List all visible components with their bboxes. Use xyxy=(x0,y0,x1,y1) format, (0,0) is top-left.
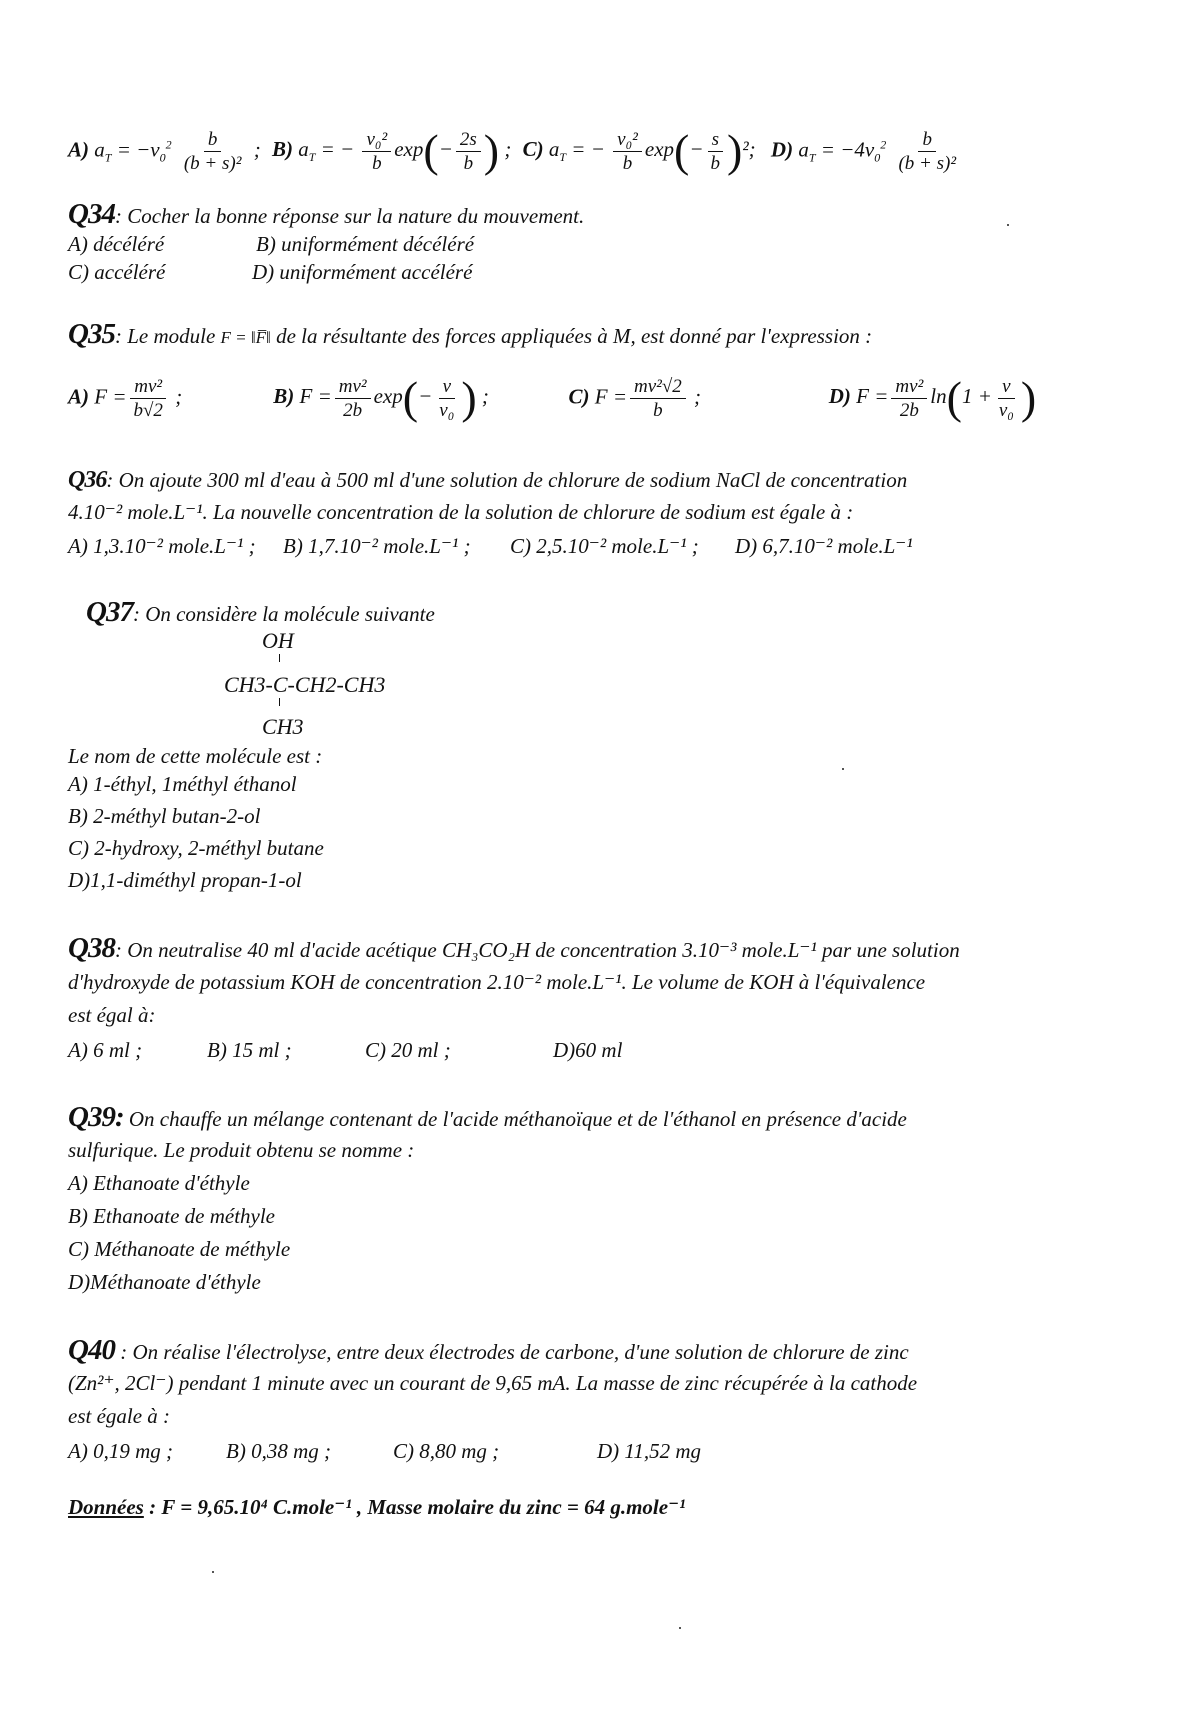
numerator: 2s xyxy=(456,130,481,152)
pre-sub: 0 xyxy=(874,150,881,164)
option-label: D) xyxy=(828,383,851,408)
fraction xyxy=(707,130,725,173)
paren: ) xyxy=(727,125,743,176)
data-given xyxy=(68,1497,685,1518)
question-number: Q39: xyxy=(68,1101,124,1133)
paren: ( xyxy=(674,125,690,176)
separator: ; xyxy=(504,136,512,161)
question-number: Q35 xyxy=(68,318,115,350)
q35-option-b[interactable] xyxy=(273,372,563,423)
question-text: : On ajoute 300 ml d'eau à 500 ml d'une solution de chlorure de sodium NaCl de concentration xyxy=(106,468,908,492)
lhs: F = xyxy=(94,383,127,408)
function: exp xyxy=(644,136,675,161)
fraction xyxy=(894,130,960,173)
molecule-ch3: CH3 xyxy=(262,714,304,739)
scan-speck xyxy=(842,768,844,770)
question-number: Q38 xyxy=(68,932,115,964)
numerator: mv² xyxy=(891,377,927,399)
denominator: (b + s)² xyxy=(898,152,957,174)
numerator: s xyxy=(708,130,723,152)
option-label: C) xyxy=(522,136,544,161)
scan-speck xyxy=(212,1571,214,1573)
paren: ( xyxy=(402,372,419,423)
question-37 xyxy=(86,598,435,627)
option-label: B) xyxy=(271,136,293,161)
q38-option-a[interactable]: A) 6 ml ; xyxy=(68,1038,143,1062)
separator: : xyxy=(143,1495,162,1519)
formula-d xyxy=(771,130,963,173)
numerator: v xyxy=(998,377,1014,399)
q40-option-b[interactable]: B) 0,38 mg ; xyxy=(226,1439,331,1463)
option-label: D) xyxy=(770,136,794,161)
arg-sign: − xyxy=(689,136,704,161)
numerator: v₀² xyxy=(362,130,391,152)
bond-line xyxy=(279,654,280,662)
formula-b xyxy=(271,125,512,176)
option-label: C) xyxy=(568,383,590,408)
fraction xyxy=(180,130,246,173)
q37-option-b[interactable]: B) 2-méthyl butan-2-ol xyxy=(68,804,261,828)
question-number: Q36 xyxy=(68,467,107,493)
lhs: F = xyxy=(299,383,332,408)
denominator: b xyxy=(372,152,382,174)
question-text: est égale à : xyxy=(68,1404,171,1428)
numerator: mv²√2 xyxy=(630,377,686,399)
arg-sign: − xyxy=(418,383,433,408)
question-number: Q34 xyxy=(68,198,115,230)
q37-option-d[interactable]: D)1,1-diméthyl propan-1-ol xyxy=(68,868,302,892)
lhs: F = xyxy=(594,383,627,408)
q39-option-d[interactable]: D)Méthanoate d'éthyle xyxy=(68,1270,261,1294)
lhs: a xyxy=(548,136,560,161)
pre: = − xyxy=(320,136,355,161)
paren: ) xyxy=(1020,372,1037,423)
question-text: : Le module xyxy=(114,324,221,348)
arg-sign: 1 + xyxy=(961,383,992,408)
denominator: b xyxy=(463,152,474,174)
question-39 xyxy=(68,1103,907,1132)
option-label: B) xyxy=(273,383,295,408)
separator: ; xyxy=(253,136,261,161)
option-label: A) xyxy=(68,136,89,161)
q34-option-a[interactable]: A) décéléré xyxy=(68,232,165,256)
denominator: b xyxy=(710,152,721,174)
fraction xyxy=(891,377,927,420)
question-text: de la résultante des forces appliquées à M, est donné par l'expression : xyxy=(270,324,873,348)
q34-option-b[interactable]: B) uniformément décéléré xyxy=(256,232,475,256)
denominator: v₀ xyxy=(998,399,1014,421)
fraction xyxy=(335,377,371,420)
q38-option-c[interactable]: C) 20 ml ; xyxy=(365,1038,451,1062)
function: exp xyxy=(373,383,403,408)
q40-option-a[interactable]: A) 0,19 mg ; xyxy=(68,1439,173,1463)
question-36 xyxy=(68,468,907,492)
q36-option-b[interactable]: B) 1,7.10⁻² mole.L⁻¹ ; xyxy=(283,534,471,558)
function: ln xyxy=(930,383,947,408)
pre-sub: 0 xyxy=(159,150,166,164)
q35-option-c[interactable] xyxy=(569,377,824,420)
lhs: a xyxy=(94,136,105,161)
denominator: 2b xyxy=(343,399,363,421)
question-38 xyxy=(68,934,960,963)
q38-option-d[interactable]: D)60 ml xyxy=(553,1038,623,1062)
q35-options xyxy=(68,372,1037,423)
paren: ) xyxy=(483,125,500,176)
question-text: : On réalise l'électrolyse, entre deux électrodes de carbone, d'une solution de chlorure de zinc xyxy=(120,1340,909,1364)
q37-option-c[interactable]: C) 2-hydroxy, 2-méthyl butane xyxy=(68,836,324,860)
q36-option-c[interactable]: C) 2,5.10⁻² mole.L⁻¹ ; xyxy=(510,534,699,558)
formula-a xyxy=(68,130,261,173)
question-text: : On neutralise 40 ml d'acide acétique CH₃CO₂H de concentration 3.10⁻³ mole.L⁻¹ par une solution xyxy=(114,938,960,962)
fraction xyxy=(995,377,1018,420)
question-text: On chauffe un mélange contenant de l'acide méthanoïque et de l'éthanol en présence d'acide xyxy=(128,1107,907,1131)
pre: = −4v xyxy=(820,136,875,161)
formula-c xyxy=(522,125,756,176)
q38-option-b[interactable]: B) 15 ml ; xyxy=(207,1038,292,1062)
paren: ( xyxy=(946,372,962,423)
question-text: : On considère la molécule suivante xyxy=(132,602,435,626)
numerator: mv² xyxy=(130,377,166,399)
fraction xyxy=(630,377,686,420)
bond-line xyxy=(279,698,280,706)
q39-option-b[interactable]: B) Ethanoate de méthyle xyxy=(68,1204,276,1228)
lhs-sub: T xyxy=(559,150,567,164)
q37-option-a[interactable]: A) 1-éthyl, 1méthyl éthanol xyxy=(68,772,297,796)
arg-sign: − xyxy=(438,136,453,161)
lhs: a xyxy=(298,136,309,161)
numerator: b xyxy=(204,130,222,152)
numerator: mv² xyxy=(335,377,371,399)
separator: ; xyxy=(175,383,183,408)
pre: = − xyxy=(571,136,605,161)
force-norm-expression: F = ‖F̅‖ xyxy=(220,328,271,347)
denominator: 2b xyxy=(899,399,919,421)
data-values: F = 9,65.10⁴ C.mole⁻¹ , Masse molaire du zinc = 64 g.mole⁻¹ xyxy=(161,1495,686,1519)
data-label: Données xyxy=(68,1495,144,1519)
question-40 xyxy=(68,1336,909,1365)
lhs-sub: T xyxy=(808,150,816,164)
denominator: (b + s)² xyxy=(183,152,242,174)
question-34 xyxy=(68,200,584,229)
fraction xyxy=(613,130,642,173)
denominator: v₀ xyxy=(439,399,455,421)
denominator: b xyxy=(622,152,633,174)
q35-option-a[interactable] xyxy=(68,377,268,420)
molecule-structure xyxy=(220,628,420,738)
question-number: Q37 xyxy=(86,596,133,628)
molecule-main-chain: CH3-C-CH2-CH3 xyxy=(224,672,386,697)
question-text: : Cocher la bonne réponse sur la nature du mouvement. xyxy=(114,204,585,228)
q34-option-c[interactable]: C) accéléré xyxy=(68,260,166,284)
pre: = −v xyxy=(116,136,160,161)
function: exp xyxy=(394,136,424,161)
q39-option-a[interactable]: A) Ethanoate d'éthyle xyxy=(68,1171,250,1195)
q36-option-a[interactable]: A) 1,3.10⁻² mole.L⁻¹ ; xyxy=(68,534,256,558)
denominator: b xyxy=(653,399,663,421)
q39-option-c[interactable]: C) Méthanoate de méthyle xyxy=(68,1237,291,1261)
lhs: F = xyxy=(856,383,889,408)
fraction xyxy=(435,377,458,420)
fraction xyxy=(456,130,481,173)
q35-option-d[interactable] xyxy=(828,372,1037,423)
numerator: b xyxy=(918,130,936,152)
lhs: a xyxy=(798,136,809,161)
q40-option-c[interactable]: C) 8,80 mg ; xyxy=(393,1439,500,1463)
question-text: 4.10⁻² mole.L⁻¹. La nouvelle concentration de la solution de chlorure de sodium est égale à : xyxy=(68,500,854,524)
lhs-sub: T xyxy=(308,150,316,164)
scan-speck xyxy=(1007,224,1009,226)
q36-option-d[interactable]: D) 6,7.10⁻² mole.L⁻¹ xyxy=(735,534,913,558)
pre-sup: 2 xyxy=(880,136,887,151)
separator: ; xyxy=(481,383,489,408)
scan-speck xyxy=(679,1627,681,1629)
fraction xyxy=(130,377,167,420)
question-35 xyxy=(68,320,872,349)
numerator: v₀² xyxy=(613,130,642,152)
denominator: b√2 xyxy=(133,399,163,421)
question-text: d'hydroxyde de potassium KOH de concentration 2.10⁻² mole.L⁻¹. Le volume de KOH à l'équivalence xyxy=(68,970,926,994)
formula-row-at xyxy=(68,125,963,176)
question-text: sulfurique. Le produit obtenu se nomme : xyxy=(68,1138,415,1162)
lhs-sub: T xyxy=(104,150,112,164)
fraction xyxy=(362,130,391,173)
paren: ) xyxy=(461,372,477,423)
question-number: Q40 xyxy=(68,1334,115,1366)
q34-option-d[interactable]: D) uniformément accéléré xyxy=(252,260,473,284)
separator: ; xyxy=(694,383,702,408)
molecule-oh: OH xyxy=(262,628,294,653)
question-text: (Zn²⁺, 2Cl⁻) pendant 1 minute avec un courant de 9,65 mA. La masse de zinc récupérée à la cathode xyxy=(68,1371,918,1395)
question-prompt: Le nom de cette molécule est : xyxy=(68,744,323,768)
numerator: v xyxy=(439,377,455,399)
post: ²; xyxy=(742,136,756,161)
pre-sup: 2 xyxy=(165,136,172,151)
option-label: A) xyxy=(68,383,89,408)
paren: ( xyxy=(423,125,439,176)
q40-option-d[interactable]: D) 11,52 mg xyxy=(597,1439,702,1463)
question-text: est égal à: xyxy=(68,1003,156,1027)
